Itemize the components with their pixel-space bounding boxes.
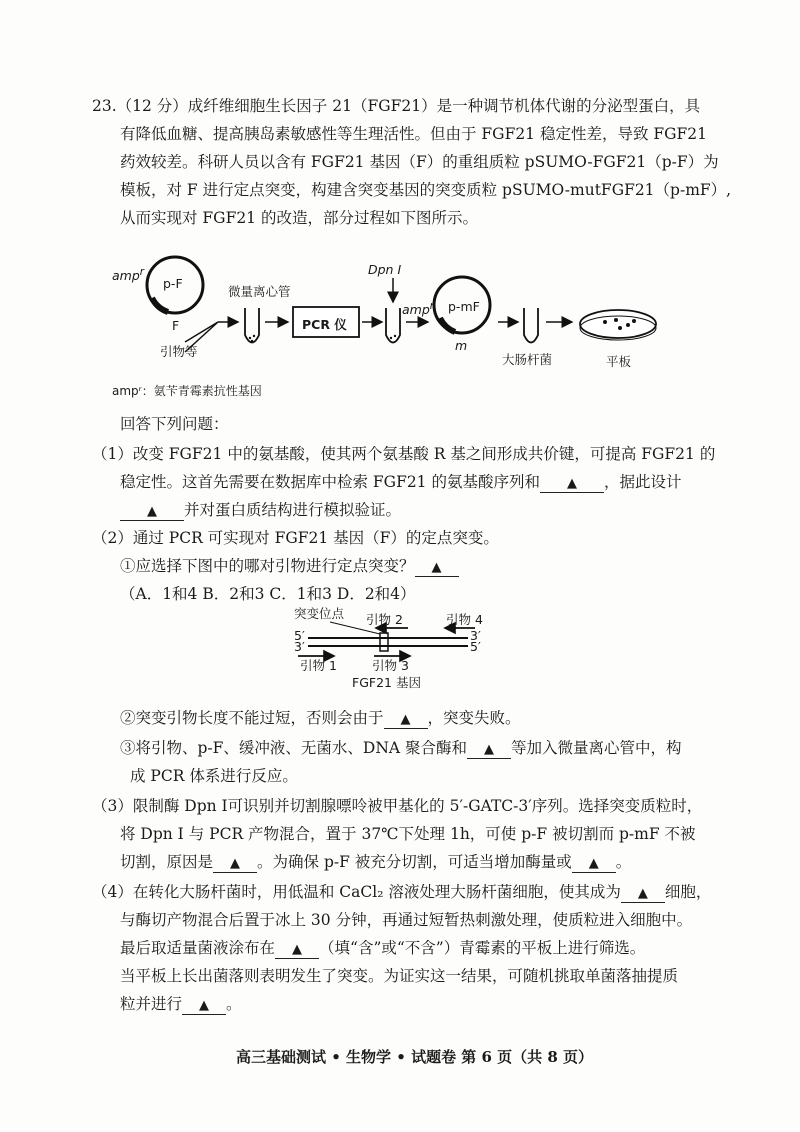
label-5prime-left: 5′ (294, 628, 305, 643)
p3-line-1: （3）限制酶 Dpn Ⅰ可识别并切割腺嘌呤被甲基化的 5′-GATC-3′序列。选择突变质粒时， (92, 797, 703, 815)
label-plate: 平板 (606, 354, 632, 369)
label-3prime-left: 3′ (294, 639, 305, 654)
blank-5[interactable]: ▲ (467, 740, 511, 759)
label-primer-2: 引物 2 (366, 612, 403, 627)
p2-q3-line-1: ③将引物、p-F、缓冲液、无菌水、DNA 聚合酶和 ▲ 等加入微量离心管中，构 (120, 739, 682, 757)
p4-line-3: 最后取适量菌液涂布在 ▲ （填“含”或“不含”）青霉素的平板上进行筛选。 (120, 939, 646, 957)
label-amp-2: amp$^r$ (402, 300, 435, 318)
p4-line-1: （4）在转化大肠杆菌时，用低温和 CaCl₂ 溶液处理大肠杆菌细胞，使其成为 ▲ 细胞， (92, 883, 712, 901)
p2-line-1: （2）通过 PCR 可实现对 FGF21 基因（F）的定点突变。 (92, 529, 499, 547)
p3-line-3: 切割，原因是 ▲ 。为确保 p-F 被充分切割，可适当增加酶量或 ▲ 。 (120, 853, 632, 871)
blank-4[interactable]: ▲ (384, 710, 428, 729)
p1-line-3: ▲ 并对蛋白质结构进行模拟验证。 (120, 500, 401, 521)
p2-q2: ②突变引物长度不能过短，否则会由于 ▲ ，突变失败。 (120, 709, 521, 727)
intro-line-3: 药效较差。科研人员以含有 FGF21 基因（F）的重组质粒 pSUMO-FGF21（p-F）为 (120, 153, 719, 171)
p1-line-2: 稳定性。这首先需要在数据库中检索 FGF21 的氨基酸序列和 ▲ ，据此设计 (120, 473, 682, 491)
label-primer-4: 引物 4 (446, 612, 483, 627)
answer-intro: 回答下列问题： (120, 415, 229, 433)
blank-7[interactable]: ▲ (572, 854, 616, 873)
p4-line-2: 与酶切产物混合后置于冰上 30 分钟，再通过短暂热刺激处理，使质粒进入细胞中。 (120, 911, 693, 929)
label-tube: 微量离心管 (228, 284, 291, 299)
label-amp-1: amp$^r$ (112, 266, 145, 284)
page-footer: 高三基础测试 • 生物学 • 试题卷 第 6 页（共 8 页） (236, 1048, 594, 1066)
label-pF: p-F (163, 276, 183, 291)
tube-2 (386, 308, 400, 343)
p2-q1: ①应选择下图中的哪对引物进行定点突变？ ▲ (120, 556, 459, 577)
label-primers: 引物等 (160, 344, 198, 359)
label-pcr: PCR 仪 (302, 317, 347, 332)
tube-3 (524, 308, 538, 343)
blank-9[interactable]: ▲ (275, 940, 319, 959)
p4-line-5: 粒并进行 ▲ 。 (120, 995, 242, 1013)
p2-options: （A．1和4 B．2和3 C．1和3 D．2和4） (120, 585, 416, 603)
blank-1[interactable]: ▲ (540, 474, 604, 493)
mutation-site (380, 633, 388, 651)
label-mutation-site: 突变位点 (294, 606, 345, 621)
label-ecoli: 大肠杆菌 (502, 352, 553, 367)
petri-plate (580, 310, 656, 338)
blank-3[interactable]: ▲ (415, 558, 459, 577)
label-amp-note: ampʳ：氨苄青霉素抗性基因 (112, 384, 262, 398)
p3-line-2: 将 Dpn Ⅰ 与 PCR 产物混合，置于 37℃下处理 1h，可使 p-F 被切割而 p-mF 不被 (120, 825, 696, 843)
blank-2[interactable]: ▲ (120, 502, 184, 521)
intro-line-5: 从而实现对 FGF21 的改造，部分过程如下图所示。 (120, 209, 478, 227)
label-3prime-right: 3′ (470, 628, 481, 643)
label-fgf21-gene: FGF21 基因 (352, 675, 421, 690)
p4-line-4: 当平板上长出菌落则表明发生了突变。为证实这一结果，可随机挑取单菌落抽提质 (120, 967, 679, 985)
label-primer-3: 引物 3 (372, 658, 409, 673)
p1-line-1: （1）改变 FGF21 中的氨基酸，使其两个氨基酸 R 基之间形成共价键，可提高 FGF21 的 (92, 445, 716, 463)
label-gene-F: F (172, 318, 180, 333)
blank-6[interactable]: ▲ (213, 854, 257, 873)
label-m: m (455, 338, 468, 353)
intro-line-4: 模板，对 F 进行定点突变，构建含突变基因的突变质粒 pSUMO-mutFGF21（p-mF）, (120, 181, 732, 199)
p2-q3-line-2: 成 PCR 体系进行反应。 (130, 767, 298, 785)
label-pmF: p-mF (448, 299, 480, 314)
label-dpn1: Dpn Ⅰ (368, 262, 402, 277)
label-primer-1: 引物 1 (300, 658, 337, 673)
label-5prime-right: 5′ (470, 639, 481, 654)
intro-line-2: 有降低血糖、提高胰岛素敏感性等生理活性。但由于 FGF21 稳定性差，导致 FGF21 (120, 125, 708, 143)
tube-1 (245, 308, 259, 343)
intro-line-1: 23.（12 分）成纤维细胞生长因子 21（FGF21）是一种调节机体代谢的分泌型蛋白，具 (92, 97, 701, 115)
blank-8[interactable]: ▲ (621, 884, 665, 903)
blank-10[interactable]: ▲ (182, 996, 226, 1015)
